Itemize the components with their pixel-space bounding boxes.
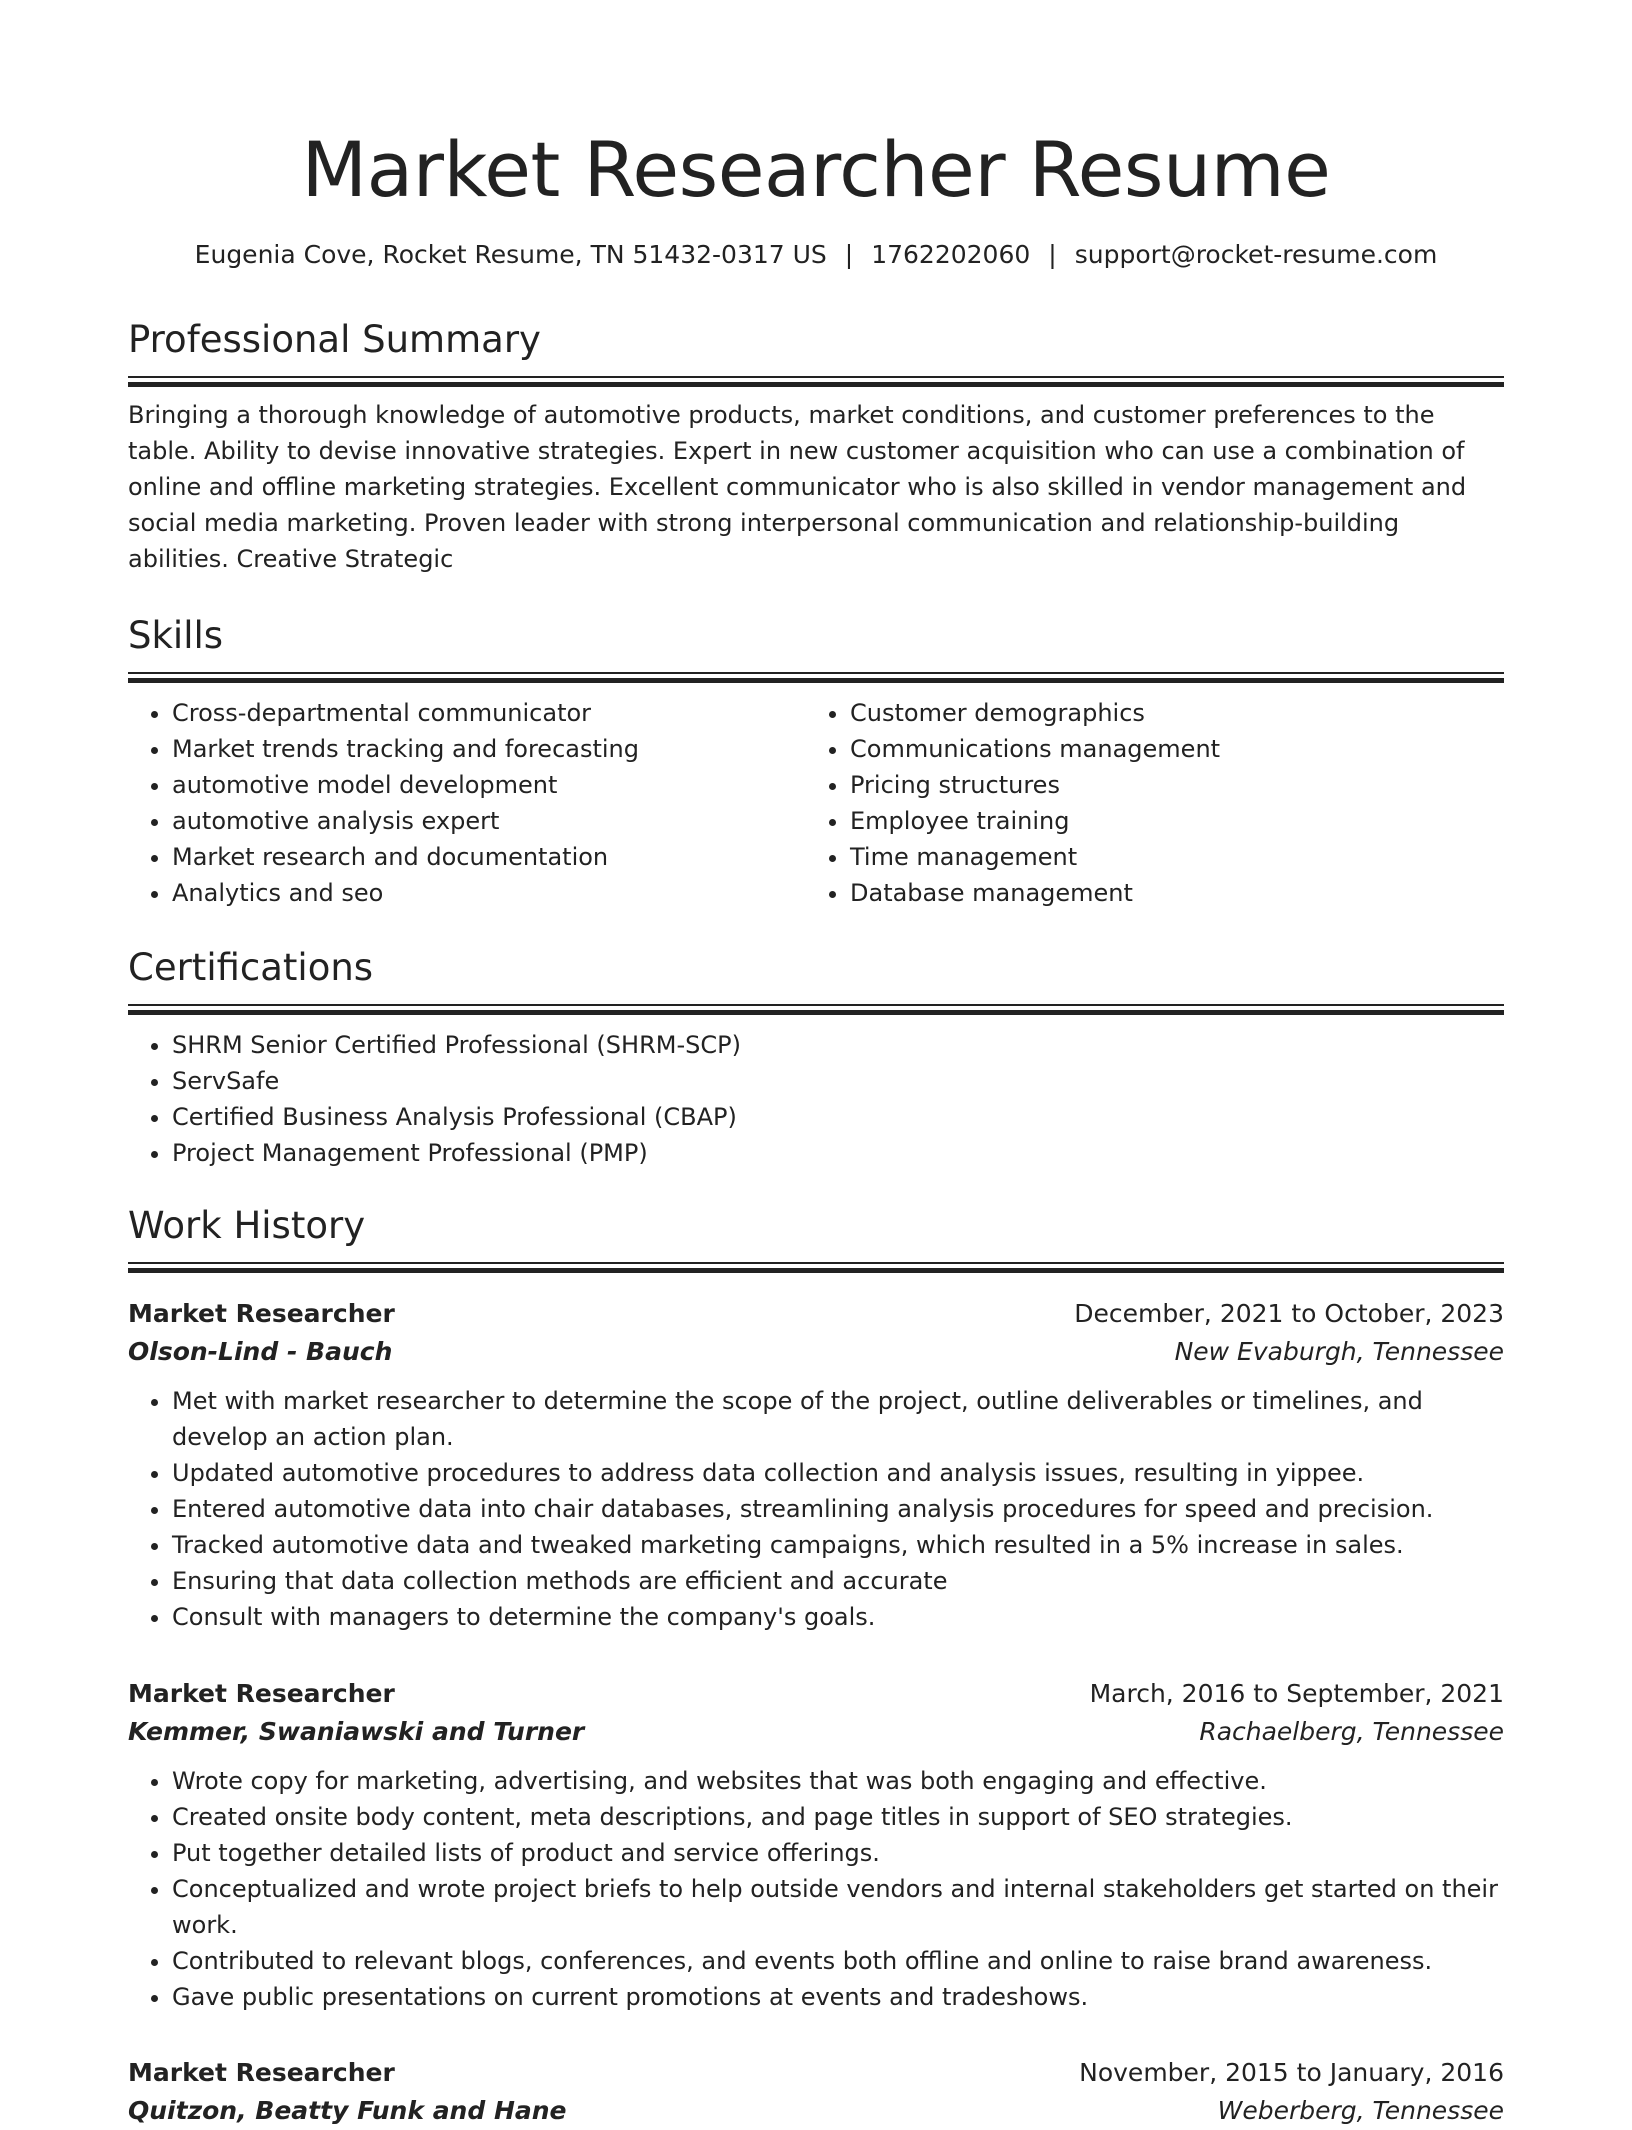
section-divider — [128, 376, 1504, 387]
contact-phone: 1762202060 — [871, 240, 1031, 269]
job-title: Market Researcher — [128, 1299, 395, 1328]
contact-email[interactable]: support@rocket-resume.com — [1074, 240, 1438, 269]
certification-item: • Certified Business Analysis Professional (CBAP) — [172, 1099, 1504, 1135]
job-entry — [128, 1295, 1504, 1635]
resume-page — [128, 0, 1504, 2125]
skills-column-left — [128, 695, 806, 911]
summary-text: Bringing a thorough knowledge of automotive products, market conditions, and customer preferences to the table. Ability to devise innovative strategies. Expert in new customer acquisition who can use a combination of online and offline marketing strategies. Excellent communicator who is also skilled in vendor management and social media marketing. Proven leader with strong interpersonal communication and relationship-building abilities. Creative Strategic — [128, 401, 1467, 573]
job-dates: November, 2015 to January, 2016 — [1079, 2058, 1504, 2087]
certification-item: • ServSafe — [172, 1063, 1504, 1099]
section-heading-skills: Skills — [128, 614, 224, 657]
contact-line — [128, 238, 1504, 272]
job-entry — [128, 2054, 1504, 2130]
skill-item: • Customer demographics — [850, 695, 1484, 731]
job-bullet: • Updated automotive procedures to address data collection and analysis issues, resulting in yippee. — [172, 1455, 1504, 1491]
skills-columns — [128, 695, 1504, 911]
job-company: Quitzon, Beatty Funk and Hane — [128, 2096, 567, 2125]
skill-item: • Database management — [850, 875, 1484, 911]
contact-separator: | — [1048, 240, 1057, 269]
section-divider — [128, 672, 1504, 683]
job-bullet: • Contributed to relevant blogs, conferences, and events both offline and online to raise brand awareness. — [172, 1943, 1504, 1979]
job-bullet: • Tracked automotive data and tweaked marketing campaigns, which resulted in a 5% increase in sales. — [172, 1527, 1504, 1563]
job-company: Kemmer, Swaniawski and Turner — [128, 1717, 585, 1746]
skill-item: • automotive analysis expert — [172, 803, 806, 839]
job-bullet: • Wrote copy for marketing, advertising, and websites that was both engaging and effective. — [172, 1763, 1504, 1799]
certification-item: • SHRM Senior Certified Professional (SHRM-SCP) — [172, 1027, 1504, 1063]
section-divider — [128, 1262, 1504, 1273]
job-dates: March, 2016 to September, 2021 — [1089, 1679, 1504, 1708]
skill-item: • Time management — [850, 839, 1484, 875]
page-title: Market Researcher Resume — [301, 125, 1331, 214]
job-location: New Evaburgh, Tennessee — [1174, 1337, 1504, 1366]
certification-item: • Project Management Professional (PMP) — [172, 1135, 1504, 1171]
skills-section — [128, 612, 1504, 911]
skill-item: • Market trends tracking and forecasting — [172, 731, 806, 767]
contact-address: Eugenia Cove, Rocket Resume, TN 51432-0317 US — [194, 240, 827, 269]
job-bullet: • Created onsite body content, meta descriptions, and page titles in support of SEO strategies. — [172, 1799, 1504, 1835]
section-heading-work: Work History — [128, 1204, 366, 1247]
job-entry — [128, 1675, 1504, 2015]
section-heading-summary: Professional Summary — [128, 318, 541, 361]
skill-item: • Pricing structures — [850, 767, 1484, 803]
skill-item: • Market research and documentation — [172, 839, 806, 875]
job-bullet: • Ensuring that data collection methods are efficient and accurate — [172, 1563, 1504, 1599]
job-location: Rachaelberg, Tennessee — [1199, 1717, 1504, 1746]
job-dates: December, 2021 to October, 2023 — [1074, 1299, 1504, 1328]
contact-separator: | — [844, 240, 854, 269]
skill-item: • Cross-departmental communicator — [172, 695, 806, 731]
job-bullet: • Conceptualized and wrote project briefs to help outside vendors and internal stakeholders get started on their work. — [172, 1871, 1504, 1943]
job-title: Market Researcher — [128, 1679, 395, 1708]
summary-section — [128, 316, 1504, 577]
skill-item: • Employee training — [850, 803, 1484, 839]
job-title: Market Researcher — [128, 2058, 395, 2087]
skill-item: • automotive model development — [172, 767, 806, 803]
skills-column-right — [806, 695, 1484, 911]
skill-item: • Analytics and seo — [172, 875, 806, 911]
job-location: Weberberg, Tennessee — [1217, 2096, 1504, 2125]
section-divider — [128, 1004, 1504, 1015]
certifications-section — [128, 944, 1504, 1171]
job-bullet: • Put together detailed lists of product and service offerings. — [172, 1835, 1504, 1871]
skill-item: • Communications management — [850, 731, 1484, 767]
job-bullet: • Consult with managers to determine the company's goals. — [172, 1599, 1504, 1635]
job-company: Olson-Lind - Bauch — [128, 1337, 393, 1366]
job-bullet: • Entered automotive data into chair databases, streamlining analysis procedures for speed and precision. — [172, 1491, 1504, 1527]
work-section — [128, 1202, 1504, 1273]
job-bullet: • Gave public presentations on current promotions at events and tradeshows. — [172, 1979, 1504, 2015]
section-heading-certifications: Certifications — [128, 946, 374, 989]
job-bullet: • Met with market researcher to determine the scope of the project, outline deliverables or timelines, and develop an action plan. — [172, 1383, 1504, 1455]
